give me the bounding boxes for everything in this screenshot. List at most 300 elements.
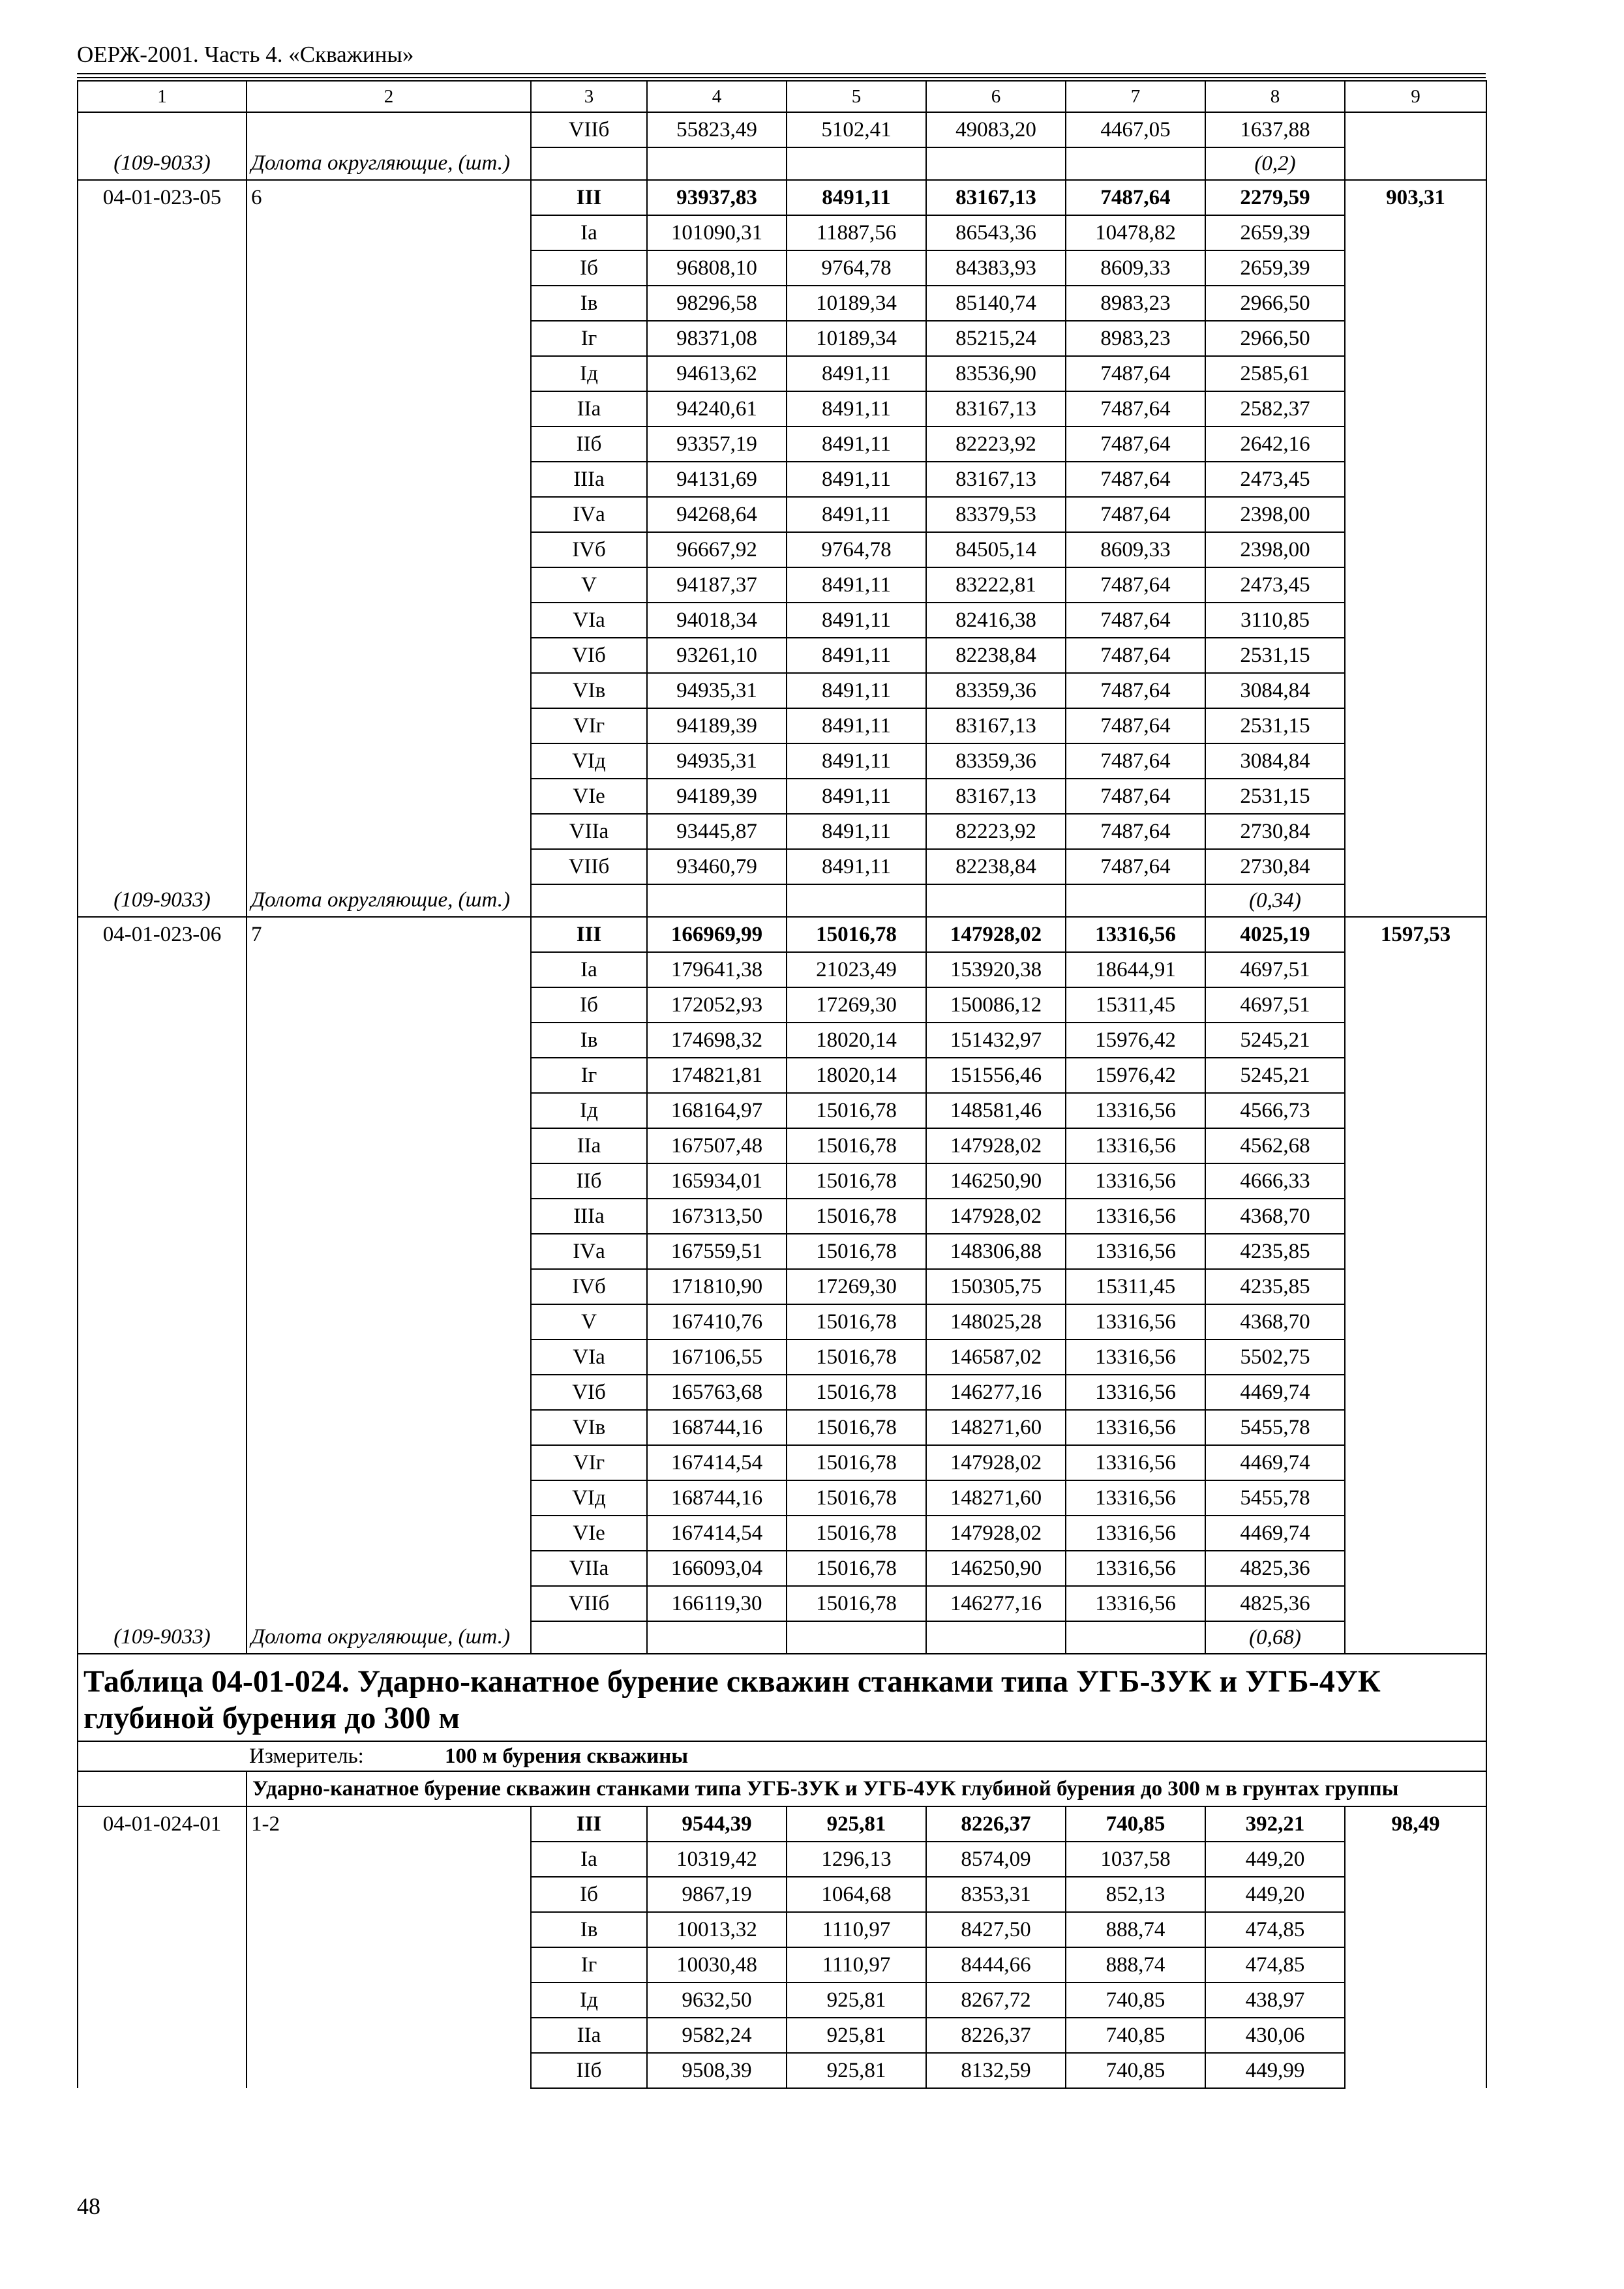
rate-code: 04-01-023-05 [78,180,247,215]
col9-cell [1345,708,1486,743]
table-row [78,603,1486,638]
code-cell [78,1163,247,1199]
soil-group: Iг [531,321,647,356]
material-name: Долота округляющие, (шт.) [247,884,531,917]
code-cell [78,743,247,779]
empty-cell [1066,884,1205,917]
description-cell [247,532,531,567]
material-row [78,884,1486,917]
value-cell: 7487,64 [1066,426,1205,462]
value-cell: 13316,56 [1066,1375,1205,1410]
description-cell [247,321,531,356]
code-cell [78,849,247,884]
value-cell: 147928,02 [926,1516,1066,1551]
value-cell: 430,06 [1205,2018,1345,2053]
value-cell: 153920,38 [926,952,1066,987]
description-cell [247,391,531,426]
value-cell: 8226,37 [926,2018,1066,2053]
value-cell: 171810,90 [647,1269,787,1304]
col9-cell [1345,2018,1486,2053]
value-cell: 7487,64 [1066,708,1205,743]
value-cell: 8491,11 [787,567,926,603]
value-cell: 4368,70 [1205,1199,1345,1234]
value-cell: 13316,56 [1066,1304,1205,1339]
col9-cell [1345,1093,1486,1128]
table-row [78,638,1486,673]
subtitle-row [78,1771,1486,1806]
page-number: 48 [77,2193,100,2219]
value-cell: 4469,74 [1205,1445,1345,1480]
soil-group: Iа [531,952,647,987]
table-title: Таблица 04-01-024. Ударно-канатное бурение скважин станками типа УГБ-3УК и УГБ-4УК глубиной бурения до 300 м [78,1654,1486,1741]
value-cell: 8609,33 [1066,532,1205,567]
value-cell: 83222,81 [926,567,1066,603]
soil-group: VIб [531,638,647,673]
soil-group: IIа [531,2018,647,2053]
description-cell [247,462,531,497]
table-row [78,1806,1486,1842]
description-cell [247,1304,531,1339]
col9-cell [1345,1375,1486,1410]
value-cell: 13316,56 [1066,1551,1205,1586]
empty-cell [647,147,787,180]
value-cell: 5455,78 [1205,1480,1345,1516]
value-cell: 15016,78 [787,1586,926,1621]
description-cell [247,1445,531,1480]
code-cell [78,1128,247,1163]
soil-group: V [531,567,647,603]
table-row [78,1375,1486,1410]
soil-group: IIб [531,426,647,462]
value-cell: 83167,13 [926,779,1066,814]
material-row [78,147,1486,180]
soil-group: Iб [531,1877,647,1912]
value-cell: 98371,08 [647,321,787,356]
value-cell: 925,81 [787,1982,926,2018]
table-row [78,1445,1486,1480]
value-cell: 2659,39 [1205,250,1345,286]
code-cell [78,814,247,849]
table-row [78,1551,1486,1586]
value-cell: 2531,15 [1205,779,1345,814]
code-cell [78,1058,247,1093]
code-cell [78,462,247,497]
value-cell: 8491,11 [787,673,926,708]
soil-group: Iд [531,1982,647,2018]
soil-group: VIIа [531,1551,647,1586]
value-cell: 13316,56 [1066,1445,1205,1480]
table-row [78,462,1486,497]
value-cell: 8491,11 [787,391,926,426]
soil-group: IVа [531,497,647,532]
value-cell: 8491,11 [787,356,926,391]
soil-group: Iа [531,1842,647,1877]
column-number-row [78,81,1486,112]
soil-group: Iд [531,1093,647,1128]
value-cell: 94189,39 [647,779,787,814]
code-cell [78,1269,247,1304]
code-cell [78,321,247,356]
value-cell: 166093,04 [647,1551,787,1586]
table-row [78,321,1486,356]
soil-group: VIд [531,743,647,779]
value-cell: 4469,74 [1205,1516,1345,1551]
soil-group: VIа [531,603,647,638]
col9-cell [1345,1410,1486,1445]
description-cell [247,603,531,638]
value-cell: 15016,78 [787,1093,926,1128]
soil-group: VIIб [531,112,647,147]
col9-cell [1345,1551,1486,1586]
table-row [78,1982,1486,2018]
col9-cell [1345,391,1486,426]
value-cell: 49083,20 [926,112,1066,147]
value-cell: 94189,39 [647,708,787,743]
value-cell: 8427,50 [926,1912,1066,1947]
empty-cell [1066,147,1205,180]
table-row [78,1410,1486,1445]
value-cell: 10478,82 [1066,215,1205,250]
value-cell: 83167,13 [926,708,1066,743]
value-cell: 15016,78 [787,1163,926,1199]
value-cell: 8609,33 [1066,250,1205,286]
value-cell: 150305,75 [926,1269,1066,1304]
description-cell [247,356,531,391]
value-cell: 7487,64 [1066,673,1205,708]
value-cell: 93460,79 [647,849,787,884]
code-cell [78,497,247,532]
value-cell: 147928,02 [926,917,1066,952]
col9-cell [1345,1234,1486,1269]
value-cell: 84505,14 [926,532,1066,567]
description-cell [247,1551,531,1586]
soil-group: Iб [531,987,647,1023]
value-cell: 2473,45 [1205,567,1345,603]
description-cell [247,673,531,708]
value-cell: 13316,56 [1066,1339,1205,1375]
value-cell: 888,74 [1066,1912,1205,1947]
description-cell [247,1586,531,1621]
value-cell: 101090,31 [647,215,787,250]
value-cell: 9764,78 [787,250,926,286]
empty-cell [787,1621,926,1654]
col9-cell [1345,849,1486,884]
description-cell [247,1269,531,1304]
value-cell: 2642,16 [1205,426,1345,462]
value-cell: 4235,85 [1205,1269,1345,1304]
value-cell: 8491,11 [787,638,926,673]
labor-cost: 903,31 [1345,180,1486,215]
soil-group: IIа [531,391,647,426]
empty-cell [647,1621,787,1654]
value-cell: 15016,78 [787,1234,926,1269]
col9-cell [1345,215,1486,250]
code-cell [78,1445,247,1480]
soil-group: VIа [531,1339,647,1375]
col9-cell [1345,1516,1486,1551]
col9-cell [1345,1877,1486,1912]
empty-cell [787,884,926,917]
value-cell: 55823,49 [647,112,787,147]
description-cell [247,708,531,743]
soil-group: VIг [531,1445,647,1480]
table-row [78,1163,1486,1199]
value-cell: 5245,21 [1205,1023,1345,1058]
column-number: 3 [531,81,647,112]
description-cell [247,1163,531,1199]
value-cell: 167507,48 [647,1128,787,1163]
col9-cell [1345,1163,1486,1199]
value-cell: 85140,74 [926,286,1066,321]
description-cell [247,1842,531,1877]
rate-code: 04-01-024-01 [78,1806,247,1842]
value-cell: 8491,11 [787,779,926,814]
value-cell: 82238,84 [926,849,1066,884]
column-number: 8 [1205,81,1345,112]
value-cell: 82238,84 [926,638,1066,673]
value-cell: 94240,61 [647,391,787,426]
code-cell [78,987,247,1023]
value-cell: 7487,64 [1066,814,1205,849]
col9-cell [1345,426,1486,462]
value-cell: 168744,16 [647,1480,787,1516]
col9-cell [1345,1269,1486,1304]
code-cell [78,112,247,147]
value-cell: 94187,37 [647,567,787,603]
value-cell: 8491,11 [787,814,926,849]
value-cell: 93357,19 [647,426,787,462]
code-cell [78,1304,247,1339]
col9-cell [1345,250,1486,286]
page-header: ОЕРЖ-2001. Часть 4. «Скважины» [77,42,414,67]
value-cell: 7487,64 [1066,356,1205,391]
value-cell: 83167,13 [926,180,1066,215]
soil-group: VIIб [531,1586,647,1621]
material-code: (109-9033) [78,1621,247,1654]
description-cell [247,1058,531,1093]
value-cell: 4467,05 [1066,112,1205,147]
value-cell: 15016,78 [787,917,926,952]
value-cell: 148581,46 [926,1093,1066,1128]
table-row [78,1023,1486,1058]
col9-cell [1345,952,1486,987]
value-cell: 8267,72 [926,1982,1066,2018]
table-row [78,1339,1486,1375]
rate-code: 04-01-023-06 [78,917,247,952]
soil-group: IIб [531,1163,647,1199]
code-cell [78,1586,247,1621]
value-cell: 13316,56 [1066,1586,1205,1621]
value-cell: 8574,09 [926,1842,1066,1877]
table-row [78,673,1486,708]
table-row [78,1234,1486,1269]
value-cell: 888,74 [1066,1947,1205,1982]
value-cell: 15016,78 [787,1516,926,1551]
description-cell [247,1410,531,1445]
value-cell: 94268,64 [647,497,787,532]
value-cell: 10189,34 [787,286,926,321]
description-cell [247,1912,531,1947]
value-cell: 449,20 [1205,1877,1345,1912]
value-cell: 7487,64 [1066,180,1205,215]
description-cell [247,1128,531,1163]
soil-group: IIIа [531,462,647,497]
col9-cell [1345,112,1486,147]
soil-group: V [531,1304,647,1339]
value-cell: 83536,90 [926,356,1066,391]
col9-cell [1345,462,1486,497]
value-cell: 13316,56 [1066,1199,1205,1234]
code-cell [78,638,247,673]
soil-group: Iв [531,1023,647,1058]
description-cell [247,2053,531,2088]
value-cell: 2531,15 [1205,708,1345,743]
description-cell [247,1339,531,1375]
value-cell: 146587,02 [926,1339,1066,1375]
value-cell: 9508,39 [647,2053,787,2088]
code-cell [78,603,247,638]
value-cell: 5502,75 [1205,1339,1345,1375]
description-cell: 7 [247,917,531,952]
value-cell: 2473,45 [1205,462,1345,497]
description-cell [247,987,531,1023]
material-name: Долота округляющие, (шт.) [247,147,531,180]
value-cell: 2398,00 [1205,497,1345,532]
table-row [78,814,1486,849]
value-cell: 7487,64 [1066,497,1205,532]
table-row [78,1199,1486,1234]
material-row [78,1621,1486,1654]
value-cell: 7487,64 [1066,567,1205,603]
description-cell [247,215,531,250]
value-cell: 13316,56 [1066,917,1205,952]
header-rule-second [77,77,1486,78]
description-cell [247,1480,531,1516]
table-row [78,1516,1486,1551]
value-cell: 148271,60 [926,1480,1066,1516]
value-cell: 4697,51 [1205,987,1345,1023]
value-cell: 10030,48 [647,1947,787,1982]
value-cell: 83379,53 [926,497,1066,532]
table-row [78,497,1486,532]
col9-cell [1345,1480,1486,1516]
value-cell: 438,97 [1205,1982,1345,2018]
column-number: 7 [1066,81,1205,112]
value-cell: 167559,51 [647,1234,787,1269]
value-cell: 93937,83 [647,180,787,215]
value-cell: 9544,39 [647,1806,787,1842]
column-number: 1 [78,81,247,112]
value-cell: 15016,78 [787,1304,926,1339]
code-cell [78,1912,247,1947]
value-cell: 8491,11 [787,462,926,497]
value-cell: 15976,42 [1066,1058,1205,1093]
column-number: 4 [647,81,787,112]
table-row [78,356,1486,391]
value-cell: 15311,45 [1066,987,1205,1023]
code-cell [78,215,247,250]
value-cell: 925,81 [787,2053,926,2088]
value-cell: 13316,56 [1066,1128,1205,1163]
value-cell: 3110,85 [1205,603,1345,638]
code-cell [78,1234,247,1269]
value-cell: 146277,16 [926,1586,1066,1621]
value-cell: 392,21 [1205,1806,1345,1842]
table-row [78,2018,1486,2053]
value-cell: 474,85 [1205,1947,1345,1982]
value-cell: 83167,13 [926,462,1066,497]
description-cell [247,1023,531,1058]
value-cell: 172052,93 [647,987,787,1023]
value-cell: 8444,66 [926,1947,1066,1982]
value-cell: 9867,19 [647,1877,787,1912]
code-cell [78,952,247,987]
value-cell: 925,81 [787,1806,926,1842]
value-cell: 5102,41 [787,112,926,147]
description-cell [247,1234,531,1269]
value-cell: 179641,38 [647,952,787,987]
table-subtitle: Ударно-канатное бурение скважин станками типа УГБ-3УК и УГБ-4УК глубиной бурения до 300 м в грунтах группы [247,1771,1486,1806]
value-cell: 151432,97 [926,1023,1066,1058]
value-cell: 7487,64 [1066,849,1205,884]
value-cell: 3084,84 [1205,743,1345,779]
value-cell: 7487,64 [1066,779,1205,814]
value-cell: 449,99 [1205,2053,1345,2088]
col9-cell [1345,1199,1486,1234]
value-cell: 13316,56 [1066,1410,1205,1445]
table-row [78,1912,1486,1947]
description-cell [247,112,531,147]
description-cell [247,1516,531,1551]
code-cell [78,1199,247,1234]
value-cell: 4825,36 [1205,1586,1345,1621]
code-cell [78,708,247,743]
table-row [78,708,1486,743]
value-cell: 9632,50 [647,1982,787,2018]
table-row [78,849,1486,884]
table-row [78,2053,1486,2088]
value-cell: 167414,54 [647,1516,787,1551]
column-number: 5 [787,81,926,112]
material-qty: (0,68) [1205,1621,1345,1654]
code-cell [78,1516,247,1551]
value-cell: 82223,92 [926,426,1066,462]
table-row [78,215,1486,250]
col9-cell [1345,147,1486,180]
material-qty: (0,2) [1205,147,1345,180]
soil-group: IIб [531,2053,647,2088]
value-cell: 148306,88 [926,1234,1066,1269]
col9-cell [1345,1128,1486,1163]
col9-cell [1345,743,1486,779]
code-cell [78,2018,247,2053]
material-qty: (0,34) [1205,884,1345,917]
value-cell: 96808,10 [647,250,787,286]
value-cell: 13316,56 [1066,1480,1205,1516]
value-cell: 13316,56 [1066,1093,1205,1128]
value-cell: 9582,24 [647,2018,787,2053]
code-cell [78,567,247,603]
value-cell: 174821,81 [647,1058,787,1093]
value-cell: 96667,92 [647,532,787,567]
col9-cell [1345,673,1486,708]
value-cell: 146250,90 [926,1163,1066,1199]
value-cell: 94935,31 [647,743,787,779]
value-cell: 166969,99 [647,917,787,952]
soil-group: IIIа [531,1199,647,1234]
value-cell: 7487,64 [1066,603,1205,638]
value-cell: 4825,36 [1205,1551,1345,1586]
